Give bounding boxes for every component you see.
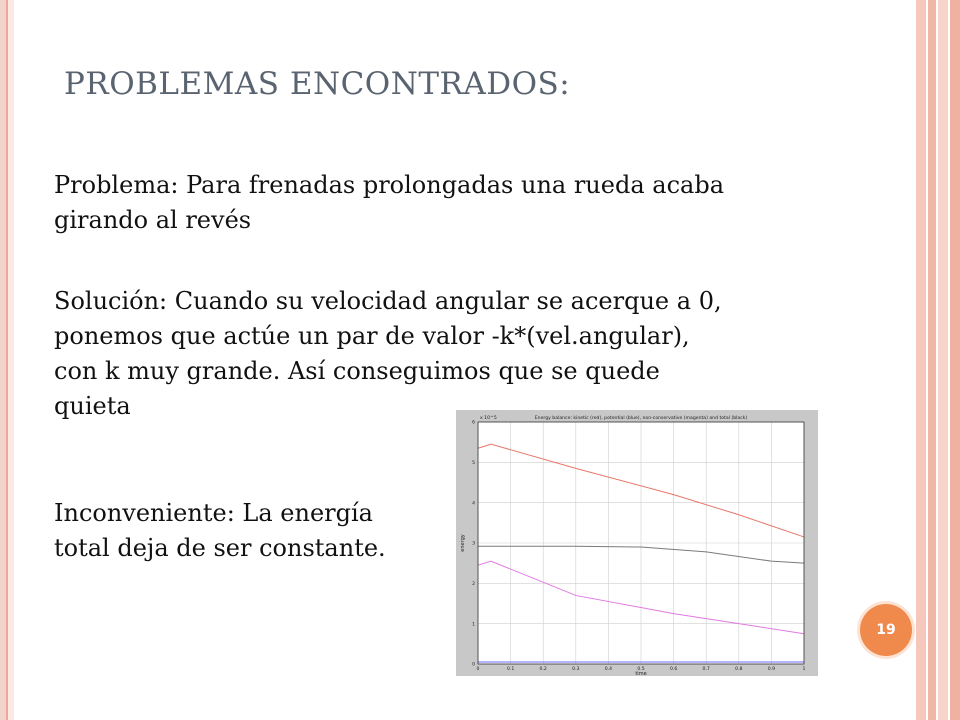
solution-line-2: ponemos que actúe un par de valor -k*(vel.angular),	[54, 322, 690, 350]
solution-paragraph	[54, 284, 874, 424]
x-tick-label: 1	[802, 667, 806, 672]
problem-line-1: Problema: Para frenadas prolongadas una rueda acaba	[54, 171, 724, 199]
y-tick-label: 0	[472, 662, 475, 668]
page-number-badge: 19	[860, 604, 912, 656]
x-tick-label: 0.7	[702, 667, 710, 672]
y-axis-label: energy	[460, 534, 466, 552]
x-axis-label: time	[635, 671, 647, 676]
x-tick-label: 0.3	[572, 667, 580, 672]
drawback-line-2: total deja de ser constante.	[54, 534, 386, 562]
chart-title: Energy balance: kinetic (red), potential (blue), non-conservative (magenta) and total (black)	[534, 416, 748, 421]
solution-line-1: Solución: Cuando su velocidad angular se acerque a 0,	[54, 287, 722, 315]
y-tick-label: 4	[472, 501, 475, 507]
y-tick-label: 2	[472, 581, 475, 587]
y-tick-label: 6	[472, 420, 475, 426]
x-tick-label: 0.2	[539, 667, 547, 672]
energy-chart-svg	[456, 410, 818, 676]
solution-line-3: con k muy grande. Así conseguimos que se quede	[54, 357, 660, 385]
y-tick-label: 1	[472, 622, 475, 628]
x-tick-label: 0.1	[506, 667, 515, 672]
y-tick-label: 5	[472, 460, 475, 466]
x-tick-label: 0.9	[767, 667, 776, 672]
x-tick-label: 0.6	[669, 667, 678, 672]
drawback-line-1: Inconveniente: La energía	[54, 499, 373, 527]
x-tick-label: 0.4	[604, 667, 613, 672]
solution-line-4: quieta	[54, 392, 131, 420]
slide-title: PROBLEMAS ENCONTRADOS:	[64, 66, 571, 102]
y-exponent-label: x 10^5	[480, 416, 497, 421]
right-decorative-stripes	[914, 0, 960, 720]
problem-line-2: girando al revés	[54, 206, 252, 234]
problem-paragraph	[54, 168, 874, 238]
energy-chart	[456, 410, 818, 676]
x-tick-label: 0.5	[637, 667, 645, 672]
left-decorative-border	[0, 0, 14, 720]
y-tick-label: 3	[472, 541, 475, 547]
drawback-paragraph	[54, 496, 454, 566]
x-tick-label: 0	[476, 667, 480, 672]
x-tick-label: 0.8	[735, 667, 743, 672]
